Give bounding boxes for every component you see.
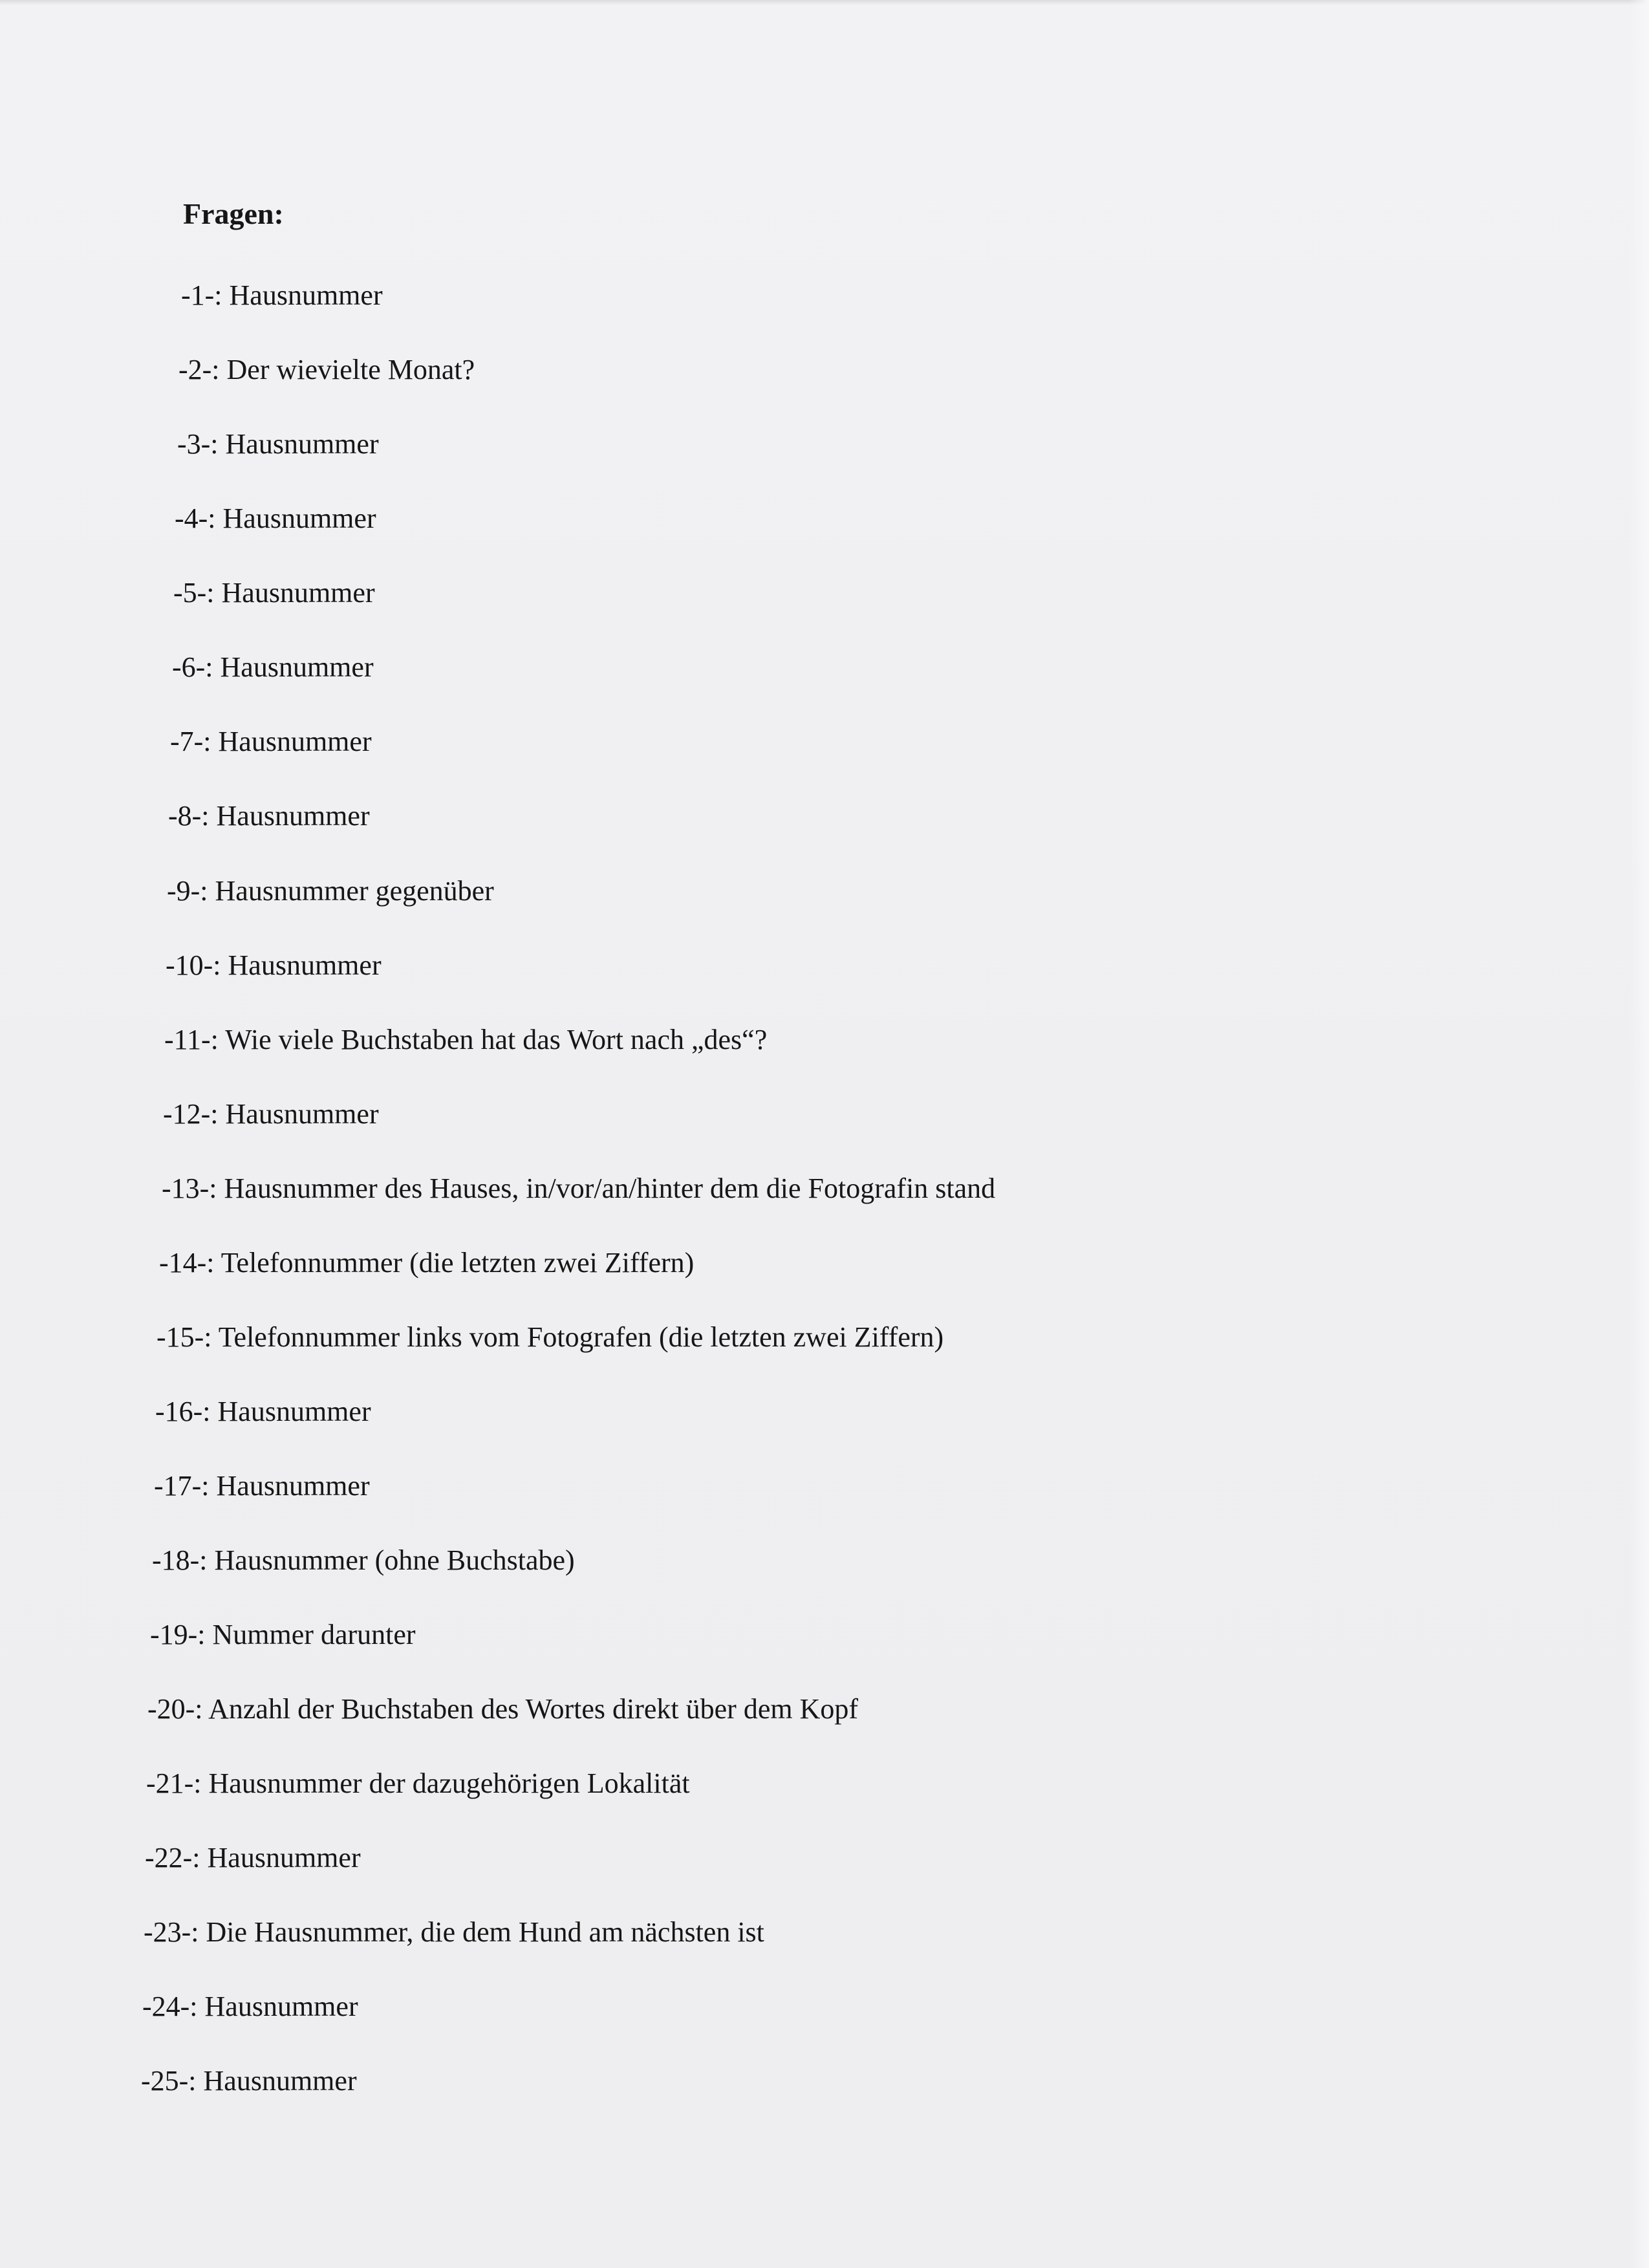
question-19 bbox=[150, 1621, 416, 1649]
question-text: Hausnummer bbox=[228, 949, 382, 981]
question-24 bbox=[142, 1993, 358, 2021]
question-3 bbox=[177, 430, 379, 459]
question-8 bbox=[168, 802, 370, 830]
question-text: Telefonnummer links vom Fotografen (die letzten zwei Ziffern) bbox=[218, 1321, 944, 1353]
question-number: -16-: bbox=[155, 1396, 211, 1427]
question-16 bbox=[155, 1398, 371, 1426]
question-text: Nummer darunter bbox=[212, 1619, 416, 1650]
question-text: Hausnummer bbox=[207, 1842, 361, 1874]
question-text: Hausnummer bbox=[225, 428, 379, 460]
question-14 bbox=[159, 1249, 694, 1277]
question-text: Hausnummer bbox=[225, 1098, 379, 1130]
page-right-edge bbox=[1630, 0, 1649, 2268]
question-23 bbox=[144, 1918, 764, 1947]
question-text: Anzahl der Buchstaben des Wortes direkt über dem Kopf bbox=[208, 1693, 859, 1725]
question-15 bbox=[156, 1323, 943, 1352]
question-21 bbox=[146, 1769, 690, 1798]
question-18 bbox=[152, 1546, 575, 1575]
question-number: -23-: bbox=[144, 1916, 199, 1948]
question-text: Wie viele Buchstaben hat das Wort nach „des“? bbox=[225, 1024, 768, 1055]
question-20 bbox=[147, 1695, 858, 1723]
question-number: -19-: bbox=[150, 1619, 206, 1650]
question-number: -1-: bbox=[181, 279, 222, 311]
question-number: -25-: bbox=[141, 2065, 197, 2097]
question-text: Hausnummer (ohne Buchstabe) bbox=[214, 1544, 575, 1576]
question-17 bbox=[154, 1472, 370, 1500]
question-text: Hausnummer bbox=[216, 1470, 370, 1502]
question-text: Hausnummer bbox=[221, 577, 375, 609]
question-number: -24-: bbox=[142, 1991, 198, 2022]
question-number: -18-: bbox=[152, 1544, 208, 1576]
question-number: -8-: bbox=[168, 800, 210, 832]
question-25 bbox=[141, 2067, 357, 2095]
question-7 bbox=[170, 728, 372, 756]
question-number: -11-: bbox=[164, 1024, 219, 1055]
question-number: -10-: bbox=[166, 949, 221, 981]
question-text: Hausnummer bbox=[203, 2065, 357, 2097]
question-number: -20-: bbox=[147, 1693, 203, 1725]
question-6 bbox=[172, 653, 374, 682]
question-number: -2-: bbox=[178, 354, 220, 385]
question-text: Die Hausnummer, die dem Hund am nächsten ist bbox=[206, 1916, 764, 1948]
question-number: -17-: bbox=[154, 1470, 210, 1502]
question-text: Hausnummer bbox=[222, 502, 376, 534]
question-2 bbox=[178, 356, 475, 384]
question-1 bbox=[181, 281, 383, 310]
question-text: Hausnummer bbox=[217, 1396, 371, 1427]
question-text: Hausnummer bbox=[229, 279, 383, 311]
question-number: -15-: bbox=[156, 1321, 212, 1353]
question-number: -21-: bbox=[146, 1767, 202, 1799]
question-number: -7-: bbox=[170, 726, 211, 757]
question-5 bbox=[173, 579, 375, 607]
question-number: -13-: bbox=[162, 1172, 217, 1204]
question-22 bbox=[145, 1844, 361, 1872]
question-11 bbox=[164, 1026, 767, 1054]
question-text: Hausnummer bbox=[204, 1991, 358, 2022]
question-text: Hausnummer gegenüber bbox=[215, 875, 494, 907]
question-13 bbox=[162, 1174, 995, 1203]
question-text: Telefonnummer (die letzten zwei Ziffern) bbox=[221, 1247, 695, 1279]
question-text: Der wievielte Monat? bbox=[226, 354, 475, 385]
question-text: Hausnummer des Hauses, in/vor/an/hinter dem die Fotografin stand bbox=[224, 1172, 996, 1204]
question-number: -22-: bbox=[145, 1842, 200, 1874]
question-number: -3-: bbox=[177, 428, 219, 460]
page-heading: Fragen: bbox=[183, 197, 284, 230]
question-number: -12-: bbox=[163, 1098, 219, 1130]
question-4 bbox=[175, 504, 376, 533]
question-number: -5-: bbox=[173, 577, 215, 609]
question-number: -6-: bbox=[172, 651, 213, 683]
question-text: Hausnummer bbox=[216, 800, 370, 832]
question-12 bbox=[163, 1100, 379, 1129]
question-number: -9-: bbox=[167, 875, 208, 907]
question-text: Hausnummer der dazugehörigen Lokalität bbox=[208, 1767, 690, 1799]
question-number: -14-: bbox=[159, 1247, 215, 1279]
question-9 bbox=[167, 877, 494, 905]
question-10 bbox=[166, 951, 382, 980]
question-number: -4-: bbox=[175, 502, 216, 534]
question-text: Hausnummer bbox=[218, 726, 372, 757]
page-top-edge bbox=[0, 0, 1649, 5]
question-text: Hausnummer bbox=[220, 651, 374, 683]
